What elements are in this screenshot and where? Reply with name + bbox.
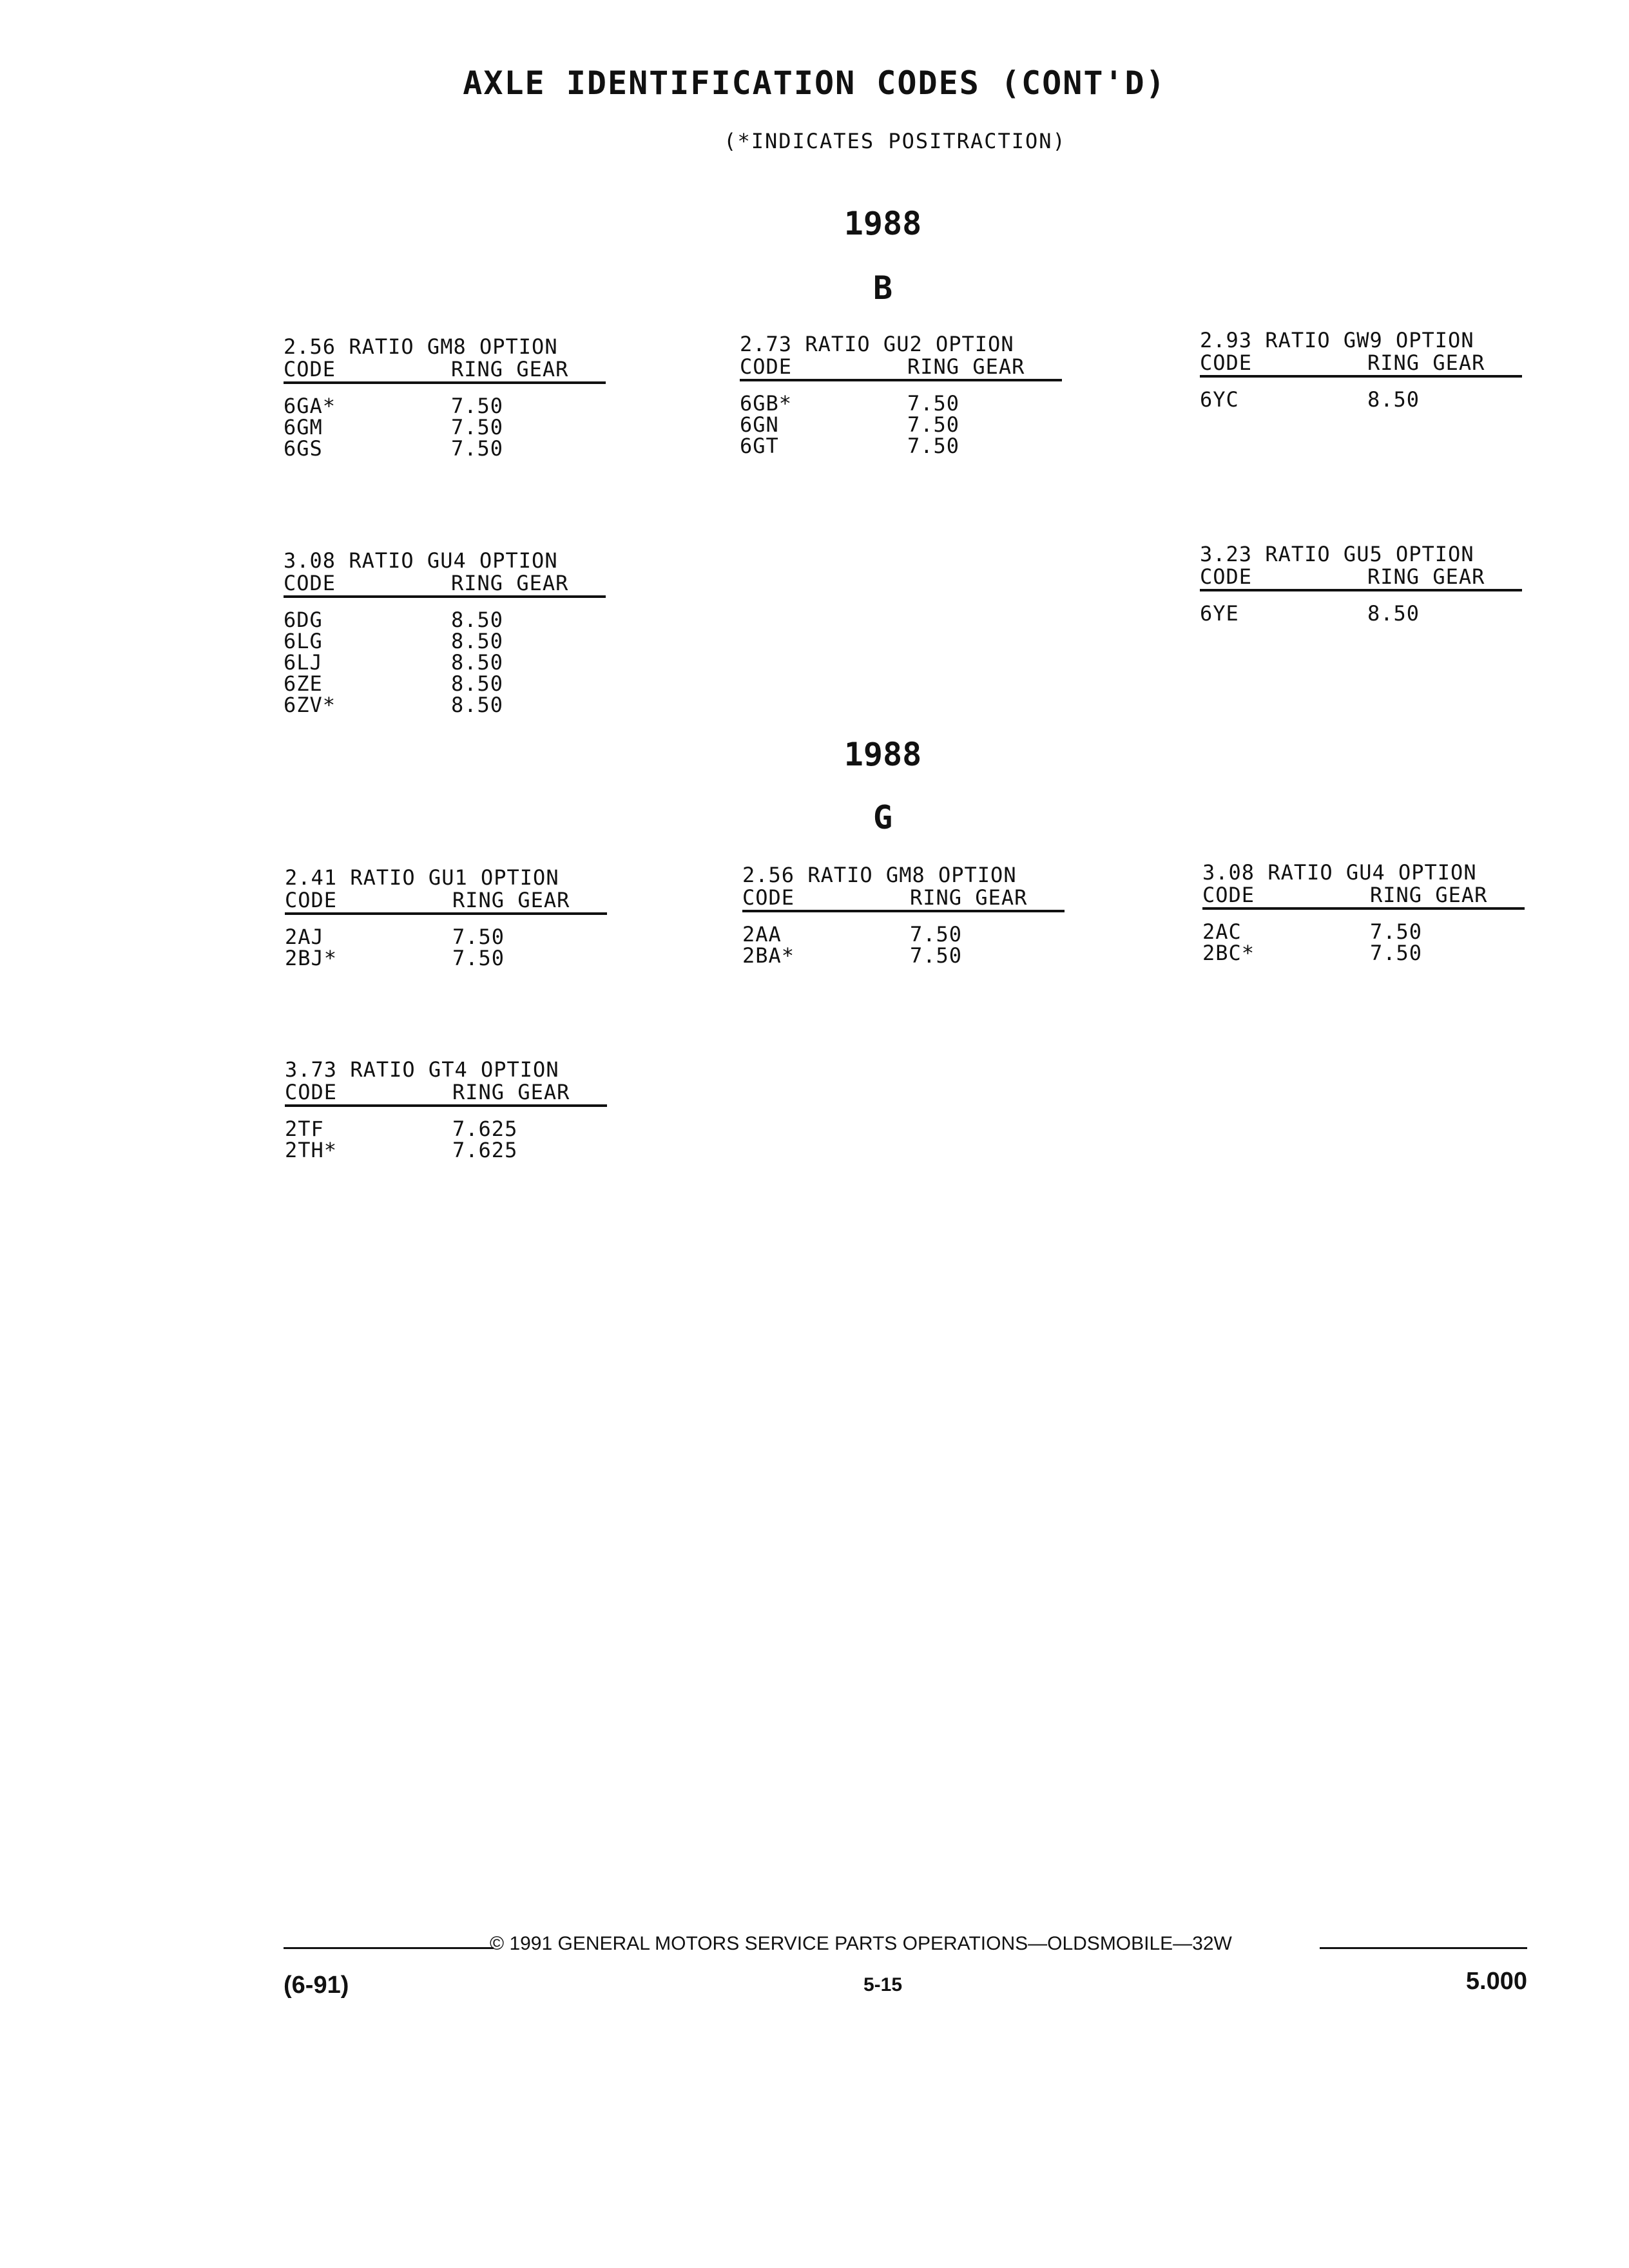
column-header-code: CODE	[1202, 883, 1255, 907]
table-row	[284, 610, 606, 631]
cell-code: 6YE	[1200, 601, 1239, 626]
column-header-ring-gear: RING GEAR	[1367, 564, 1485, 589]
axle-table	[742, 863, 1065, 966]
cell-ring-gear: 8.50	[1367, 387, 1420, 412]
cell-ring-gear: 8.50	[451, 629, 504, 653]
cell-ring-gear: 7.50	[451, 415, 504, 439]
cell-ring-gear: 8.50	[451, 693, 504, 717]
page-subtitle: (*INDICATES POSITRACTION)	[724, 129, 1066, 153]
table-row	[285, 927, 607, 948]
cell-ring-gear: 8.50	[451, 671, 504, 696]
column-header-code: CODE	[285, 1080, 338, 1104]
column-header-code: CODE	[285, 888, 338, 912]
section-year: 1988	[843, 736, 922, 773]
cell-code: 6GT	[740, 434, 779, 458]
cell-code: 6GM	[284, 415, 323, 439]
cell-code: 6LJ	[284, 650, 323, 675]
table-row	[740, 436, 1062, 457]
axle-table	[740, 332, 1062, 457]
cell-ring-gear: 7.50	[907, 391, 960, 416]
table-row	[1200, 603, 1522, 624]
footer-copyright: © 1991 GENERAL MOTORS SERVICE PARTS OPERATIONS—OLDSMOBILE—32W	[490, 1933, 1232, 1954]
axle-table	[285, 1058, 607, 1161]
footer-rule-right	[1320, 1947, 1527, 1949]
table-row	[284, 652, 606, 673]
cell-ring-gear: 7.50	[1370, 941, 1423, 965]
axle-table	[284, 335, 606, 459]
cell-code: 2BJ*	[285, 946, 338, 970]
column-header-ring-gear: RING GEAR	[451, 571, 569, 595]
cell-code: 6YC	[1200, 387, 1239, 412]
cell-code: 6LG	[284, 629, 323, 653]
column-header-ring-gear: RING GEAR	[452, 1080, 570, 1104]
column-header-ring-gear: RING GEAR	[451, 357, 569, 381]
column-header-code: CODE	[1200, 564, 1253, 589]
column-header-ring-gear: RING GEAR	[907, 354, 1025, 379]
cell-code: 6GS	[284, 436, 323, 461]
axle-table	[1202, 861, 1525, 964]
cell-code: 2BC*	[1202, 941, 1255, 965]
cell-code: 2BA*	[742, 943, 795, 968]
section-body-letter: B	[872, 269, 893, 307]
cell-ring-gear: 7.625	[452, 1138, 518, 1162]
table-row	[284, 396, 606, 417]
footer-rule-left	[284, 1947, 494, 1949]
column-header-ring-gear: RING GEAR	[1370, 883, 1488, 907]
table-row	[284, 673, 606, 695]
cell-code: 6GA*	[284, 394, 336, 418]
cell-ring-gear: 7.50	[451, 436, 504, 461]
column-header-code: CODE	[742, 885, 795, 910]
cell-code: 2AJ	[285, 925, 324, 949]
column-header-code: CODE	[284, 357, 336, 381]
table-header: 3.08 RATIO GU4 OPTION	[284, 548, 558, 573]
table-header: 2.56 RATIO GM8 OPTION	[742, 863, 1017, 887]
cell-ring-gear: 7.50	[907, 412, 960, 437]
table-row	[285, 1119, 607, 1140]
cell-ring-gear: 8.50	[451, 650, 504, 675]
cell-ring-gear: 7.625	[452, 1117, 518, 1141]
table-row	[285, 948, 607, 969]
cell-ring-gear: 7.50	[452, 925, 505, 949]
table-header: 2.56 RATIO GM8 OPTION	[284, 334, 558, 359]
cell-code: 2AC	[1202, 919, 1242, 944]
column-header-ring-gear: RING GEAR	[910, 885, 1028, 910]
table-header: 3.23 RATIO GU5 OPTION	[1200, 542, 1474, 566]
column-header-ring-gear: RING GEAR	[452, 888, 570, 912]
table-header: 2.93 RATIO GW9 OPTION	[1200, 328, 1474, 352]
cell-ring-gear: 7.50	[451, 394, 504, 418]
table-header: 3.73 RATIO GT4 OPTION	[285, 1057, 559, 1082]
cell-code: 2TF	[285, 1117, 324, 1141]
column-header-code: CODE	[284, 571, 336, 595]
table-row	[742, 924, 1065, 945]
footer-page-number: 5-15	[863, 1974, 903, 1995]
table-row	[284, 695, 606, 716]
cell-code: 6GB*	[740, 391, 793, 416]
cell-code: 2AA	[742, 922, 782, 947]
section-body-letter: G	[872, 799, 893, 836]
cell-ring-gear: 7.50	[910, 943, 963, 968]
table-header: 2.73 RATIO GU2 OPTION	[740, 332, 1014, 356]
table-row	[284, 438, 606, 459]
cell-code: 6DG	[284, 608, 323, 632]
cell-ring-gear: 8.50	[451, 608, 504, 632]
column-header-code: CODE	[740, 354, 793, 379]
table-header: 2.41 RATIO GU1 OPTION	[285, 865, 559, 890]
table-row	[285, 1140, 607, 1161]
table-row	[284, 417, 606, 438]
section-year: 1988	[843, 205, 922, 242]
table-row	[740, 393, 1062, 414]
cell-code: 6GN	[740, 412, 779, 437]
cell-ring-gear: 7.50	[1370, 919, 1423, 944]
cell-ring-gear: 7.50	[907, 434, 960, 458]
table-row	[284, 631, 606, 652]
table-row	[740, 414, 1062, 436]
cell-code: 6ZV*	[284, 693, 336, 717]
table-row	[1202, 943, 1525, 964]
column-header-code: CODE	[1200, 351, 1253, 375]
axle-table	[284, 549, 606, 716]
cell-ring-gear: 7.50	[910, 922, 963, 947]
axle-table	[1200, 329, 1522, 410]
cell-code: 6ZE	[284, 671, 323, 696]
page-title: AXLE IDENTIFICATION CODES (CONT'D)	[463, 64, 1166, 102]
table-header: 3.08 RATIO GU4 OPTION	[1202, 860, 1477, 885]
table-row	[1202, 921, 1525, 943]
cell-code: 2TH*	[285, 1138, 338, 1162]
column-header-ring-gear: RING GEAR	[1367, 351, 1485, 375]
axle-table	[285, 866, 607, 969]
axle-table	[1200, 543, 1522, 624]
table-row	[742, 945, 1065, 966]
footer-section-number: 5.000	[1465, 1968, 1527, 1995]
cell-ring-gear: 7.50	[452, 946, 505, 970]
cell-ring-gear: 8.50	[1367, 601, 1420, 626]
table-row	[1200, 389, 1522, 410]
footer-date-code: (6-91)	[284, 1972, 349, 1999]
